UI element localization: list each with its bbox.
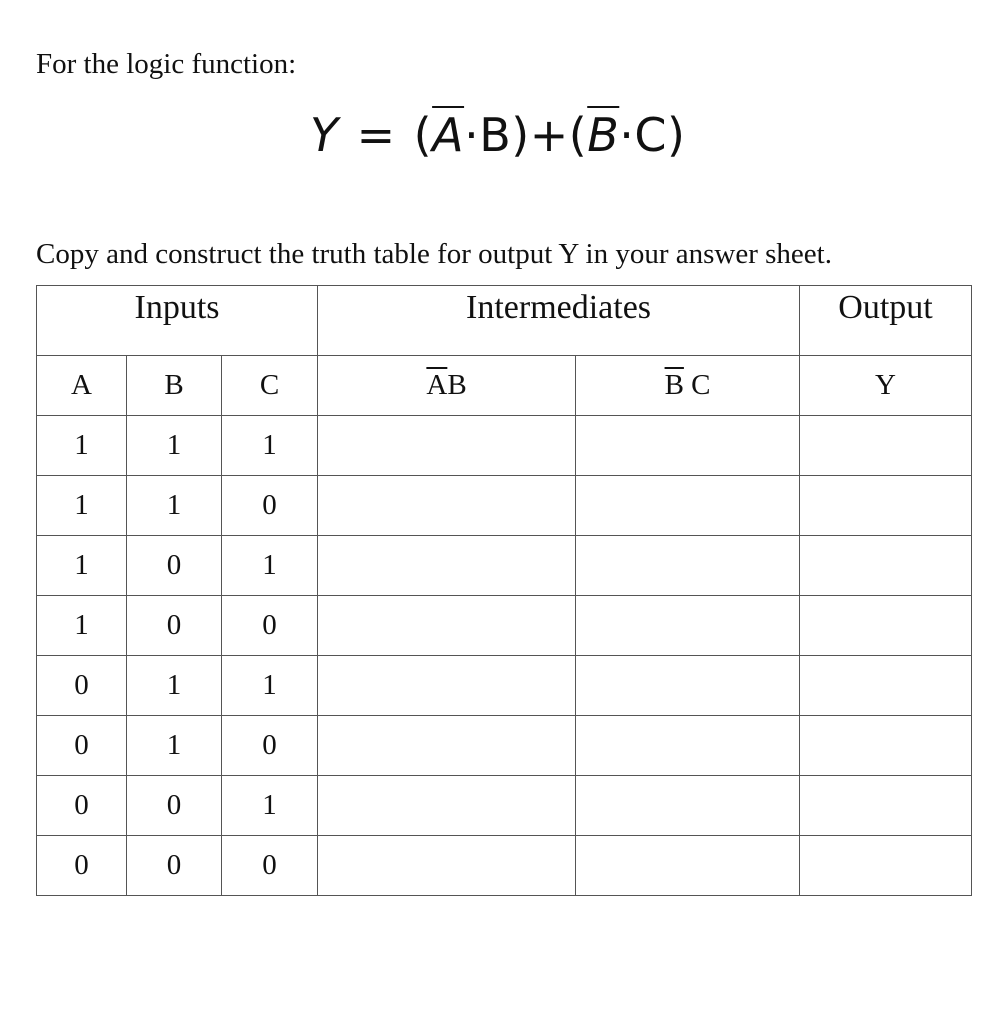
cell-c: 1: [222, 656, 318, 716]
table-row: [37, 596, 972, 656]
col-ab-rest: B: [447, 369, 467, 401]
table-row: [37, 536, 972, 596]
cell-ab[interactable]: [318, 836, 576, 896]
cell-ab[interactable]: [318, 416, 576, 476]
equation-lhs: Y: [310, 108, 339, 162]
cell-a: 0: [37, 776, 127, 836]
cell-bc[interactable]: [576, 776, 800, 836]
col-bc-rest: C: [691, 369, 711, 401]
cell-y[interactable]: [800, 536, 972, 596]
cell-y[interactable]: [800, 836, 972, 896]
cell-y[interactable]: [800, 776, 972, 836]
intro-text: For the logic function:: [36, 48, 297, 80]
cell-y[interactable]: [800, 716, 972, 776]
cell-a: 1: [37, 536, 127, 596]
cell-a: 1: [37, 596, 127, 656]
cell-ab[interactable]: [318, 776, 576, 836]
cell-b: 0: [127, 536, 222, 596]
cell-bc[interactable]: [576, 416, 800, 476]
cell-bc[interactable]: [576, 476, 800, 536]
inputs-header: Inputs: [37, 286, 318, 356]
cell-y[interactable]: [800, 476, 972, 536]
cell-c: 1: [222, 416, 318, 476]
table-row: [37, 416, 972, 476]
cell-y[interactable]: [800, 596, 972, 656]
cell-c: 1: [222, 536, 318, 596]
cell-ab[interactable]: [318, 596, 576, 656]
cell-b: 1: [127, 716, 222, 776]
col-y-header: Y: [800, 356, 972, 416]
cell-ab[interactable]: [318, 536, 576, 596]
col-c-header: C: [222, 356, 318, 416]
instruction-text: Copy and construct the truth table for output Y in your answer sheet.: [36, 238, 832, 270]
cell-bc[interactable]: [576, 596, 800, 656]
cell-bc[interactable]: [576, 536, 800, 596]
cell-b: 1: [127, 656, 222, 716]
cell-a: 0: [37, 656, 127, 716]
cell-bc[interactable]: [576, 836, 800, 896]
truth-table: [36, 285, 972, 896]
equation-b-bar: $\overline{B}$: [587, 108, 620, 162]
equation-a-bar: $\overline{A}$: [432, 108, 465, 162]
equation-open-paren-2: (: [568, 108, 588, 162]
cell-ab[interactable]: [318, 716, 576, 776]
cell-ab[interactable]: [318, 656, 576, 716]
cell-c: 0: [222, 596, 318, 656]
cell-bc[interactable]: [576, 716, 800, 776]
cell-y[interactable]: [800, 416, 972, 476]
equation-plus: +: [529, 108, 569, 162]
table-row: [37, 476, 972, 536]
group-header-row: [37, 286, 972, 356]
table-row: [37, 656, 972, 716]
cell-b: 1: [127, 476, 222, 536]
column-header-row: [37, 356, 972, 416]
cell-c: 0: [222, 476, 318, 536]
cell-b: 0: [127, 836, 222, 896]
col-a-header: A: [37, 356, 127, 416]
cell-ab[interactable]: [318, 476, 576, 536]
table-row: [37, 716, 972, 776]
equation-equals: =: [356, 108, 396, 162]
cell-b: 1: [127, 416, 222, 476]
table-row: [37, 776, 972, 836]
col-b-header: B: [127, 356, 222, 416]
output-header: Output: [800, 286, 972, 356]
cell-a: 0: [37, 716, 127, 776]
equation-term2-rest: ·C): [619, 108, 686, 162]
col-ab-header: [318, 356, 576, 416]
cell-a: 0: [37, 836, 127, 896]
cell-c: 0: [222, 836, 318, 896]
equation-open-paren-1: (: [413, 108, 433, 162]
table-row: [37, 836, 972, 896]
cell-bc[interactable]: [576, 656, 800, 716]
cell-c: 1: [222, 776, 318, 836]
equation-term1-rest: ·B): [464, 108, 530, 162]
intermediates-header: Intermediates: [318, 286, 800, 356]
cell-b: 0: [127, 776, 222, 836]
col-bc-negated: $\overline{B}$: [664, 369, 684, 401]
logic-equation: [310, 100, 685, 170]
cell-y[interactable]: [800, 656, 972, 716]
col-ab-negated: $\overline{A}$: [426, 369, 448, 401]
col-bc-header: [576, 356, 800, 416]
cell-a: 1: [37, 416, 127, 476]
cell-b: 0: [127, 596, 222, 656]
cell-c: 0: [222, 716, 318, 776]
cell-a: 1: [37, 476, 127, 536]
